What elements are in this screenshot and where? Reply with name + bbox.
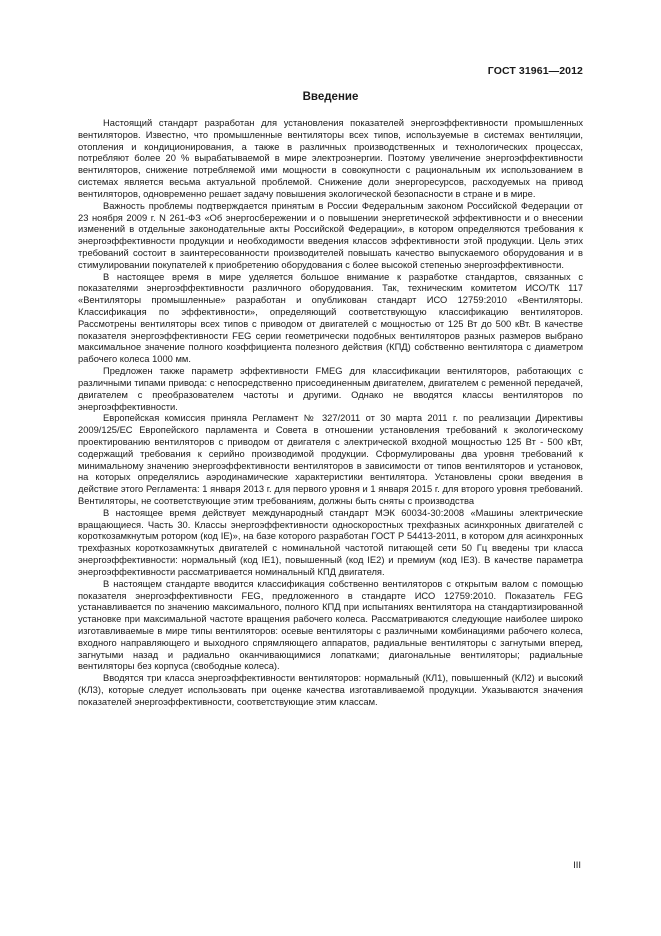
paragraph: Европейская комиссия приняла Регламент № 327/2011 от 30 марта 2011 г. по реализации Директивы 2009/125/ЕС Европейского парламента и Совета в отношении установления требований к экологическому проектированию вентиляторов с приводом от двигателя с электрической входной мощностью 125 Вт - 500 кВт, содержащий требования к серийно производимой продукции. Сформулированы два уровня требований к минимальному значению энергоэффективности вентиляторов в зависимости от типов вентиляторов и установок, на которых определялись аэродинамические характеристики вентилятора. Установлены сроки введения в действие этого Регламента: 1 января 2013 г. для первого уровня и 1 января 2015 г. для второго уровня требований. Вентиляторы, не соответствующие этим требованиям, должны быть сняты с производства — [78, 413, 583, 506]
paragraph: Предложен также параметр эффективности FMEG для классификации вентиляторов, работающих с различными типами привода: с непосредственно присоединенным двигателем, двигателем с ременной передачей, двигателем с преобразователем частоты и другими. Однако не вводятся классы вентиляторов по энергоэффективности. — [78, 366, 583, 412]
section-title: Введение — [302, 91, 359, 103]
paragraph: Настоящий стандарт разработан для установления показателей энергоэффективности промышленных вентиляторов. Известно, что промышленные вентиляторы всех типов, используемые в системах вентиляции, отопления и кондиционирования, а также в различных производственных и технологических процессах, потребляют более 20 % вырабатываемой в мире электроэнергии. Поэтому увеличение энергоэффективности вентиляторов, снижение потребляемой ими мощности в совокупности с рациональным их использованием в системах является весьма актуальной проблемой. Снижение доли энергоресурсов, расходуемых на привод вентиляторов, одновременно решает задачу повышения экологической безопасности в стране и в мире. — [78, 118, 583, 199]
paragraph: Вводятся три класса энергоэффективности вентиляторов: нормальный (КЛ1), повышенный (КЛ2) и высокий (КЛ3), которые следует использовать при оценке качества изготавливаемой продукции. Указываются значения показателей энергоэффективности, соответствующие этим классам. — [78, 673, 583, 707]
paragraph: В настоящее время действует международный стандарт МЭК 60034-30:2008 «Машины электрические вращающиеся. Часть 30. Классы энергоэффективности односкоростных трехфазных асинхронных двигателей с короткозамкнутым ротором (код IE)», на базе которого разработан ГОСТ Р 54413-2011, в котором для асинхронных трехфазных короткозамкнутых двигателей с номинальной частотой питающей сети 50 Гц введены три класса энергоэффективности: нормальный (код IE1), повышенный (код IE2) и премиум (код IE3). В качестве параметра энергоэффективности рассматривается номинальный КПД двигателя. — [78, 507, 583, 577]
paragraph: В настоящее время в мире уделяется большое внимание к разработке стандартов, связанных с показателями энергоэффективности различного оборудования. Так, техническим комитетом ИСО/ТК 117 «Вентиляторы промышленные» разработан и опубликован стандарт ИСО 12759:2010 «Вентиляторы. Классификация по эффективности», определяющий соответствующую классификацию вентиляторов. Рассмотрены вентиляторы всех типов с приводом от двигателей с мощностью от 125 Вт до 500 кВт. В качестве показателя энергоэффективности FEG серии геометрически подобных вентиляторов разных размеров выбрано максимальное значение полного коэффициента полезного действия (КПД) собственно вентилятора с диаметром рабочего колеса 1000 мм. — [78, 271, 583, 365]
paragraph: Важность проблемы подтверждается принятым в России Федеральным законом Российской Федерации от 23 ноября 2009 г. N 261-ФЗ «Об энергосбережении и о повышении энергетической эффективности и о внесении изменений в отдельные законодательные акты Российской Федерации», в котором определяются требования к энергоэффективности продукции и необходимости введения классов эффективности этой продукции. Цель этих требований состоит в заинтересованности производителей повышать качество выпускаемого оборудования и в стимулировании покупателей к приобретению оборудования с более высокой степенью энергоэффективности. — [78, 200, 583, 270]
page-number: III — [573, 860, 581, 871]
document-code: ГОСТ 31961—2012 — [487, 65, 583, 77]
paragraph: В настоящем стандарте вводится классификация собственно вентиляторов с открытым валом с помощью показателя энергоэффективности FEG, предложенного в стандарте ИСО 12759:2010. Показатель FEG устанавливается по значению максимального, полного КПД при испытаниях вентилятора на стандартизированной установке при максимальной частоте вращения рабочего колеса. Рассматриваются следующие наиболее широко изготавливаемые в мире типы вентиляторов: осевые вентиляторы с различными комбинациями рабочего колеса, входного направляющего и выходного спрямляющего аппаратов, радиальные вентиляторы с загнутыми вперед, загнутыми назад и радиально оканчивающимися лопатками; диагональные вентиляторы; радиальные вентиляторы без корпуса (свободные колеса). — [78, 578, 583, 672]
body-text — [78, 118, 583, 709]
